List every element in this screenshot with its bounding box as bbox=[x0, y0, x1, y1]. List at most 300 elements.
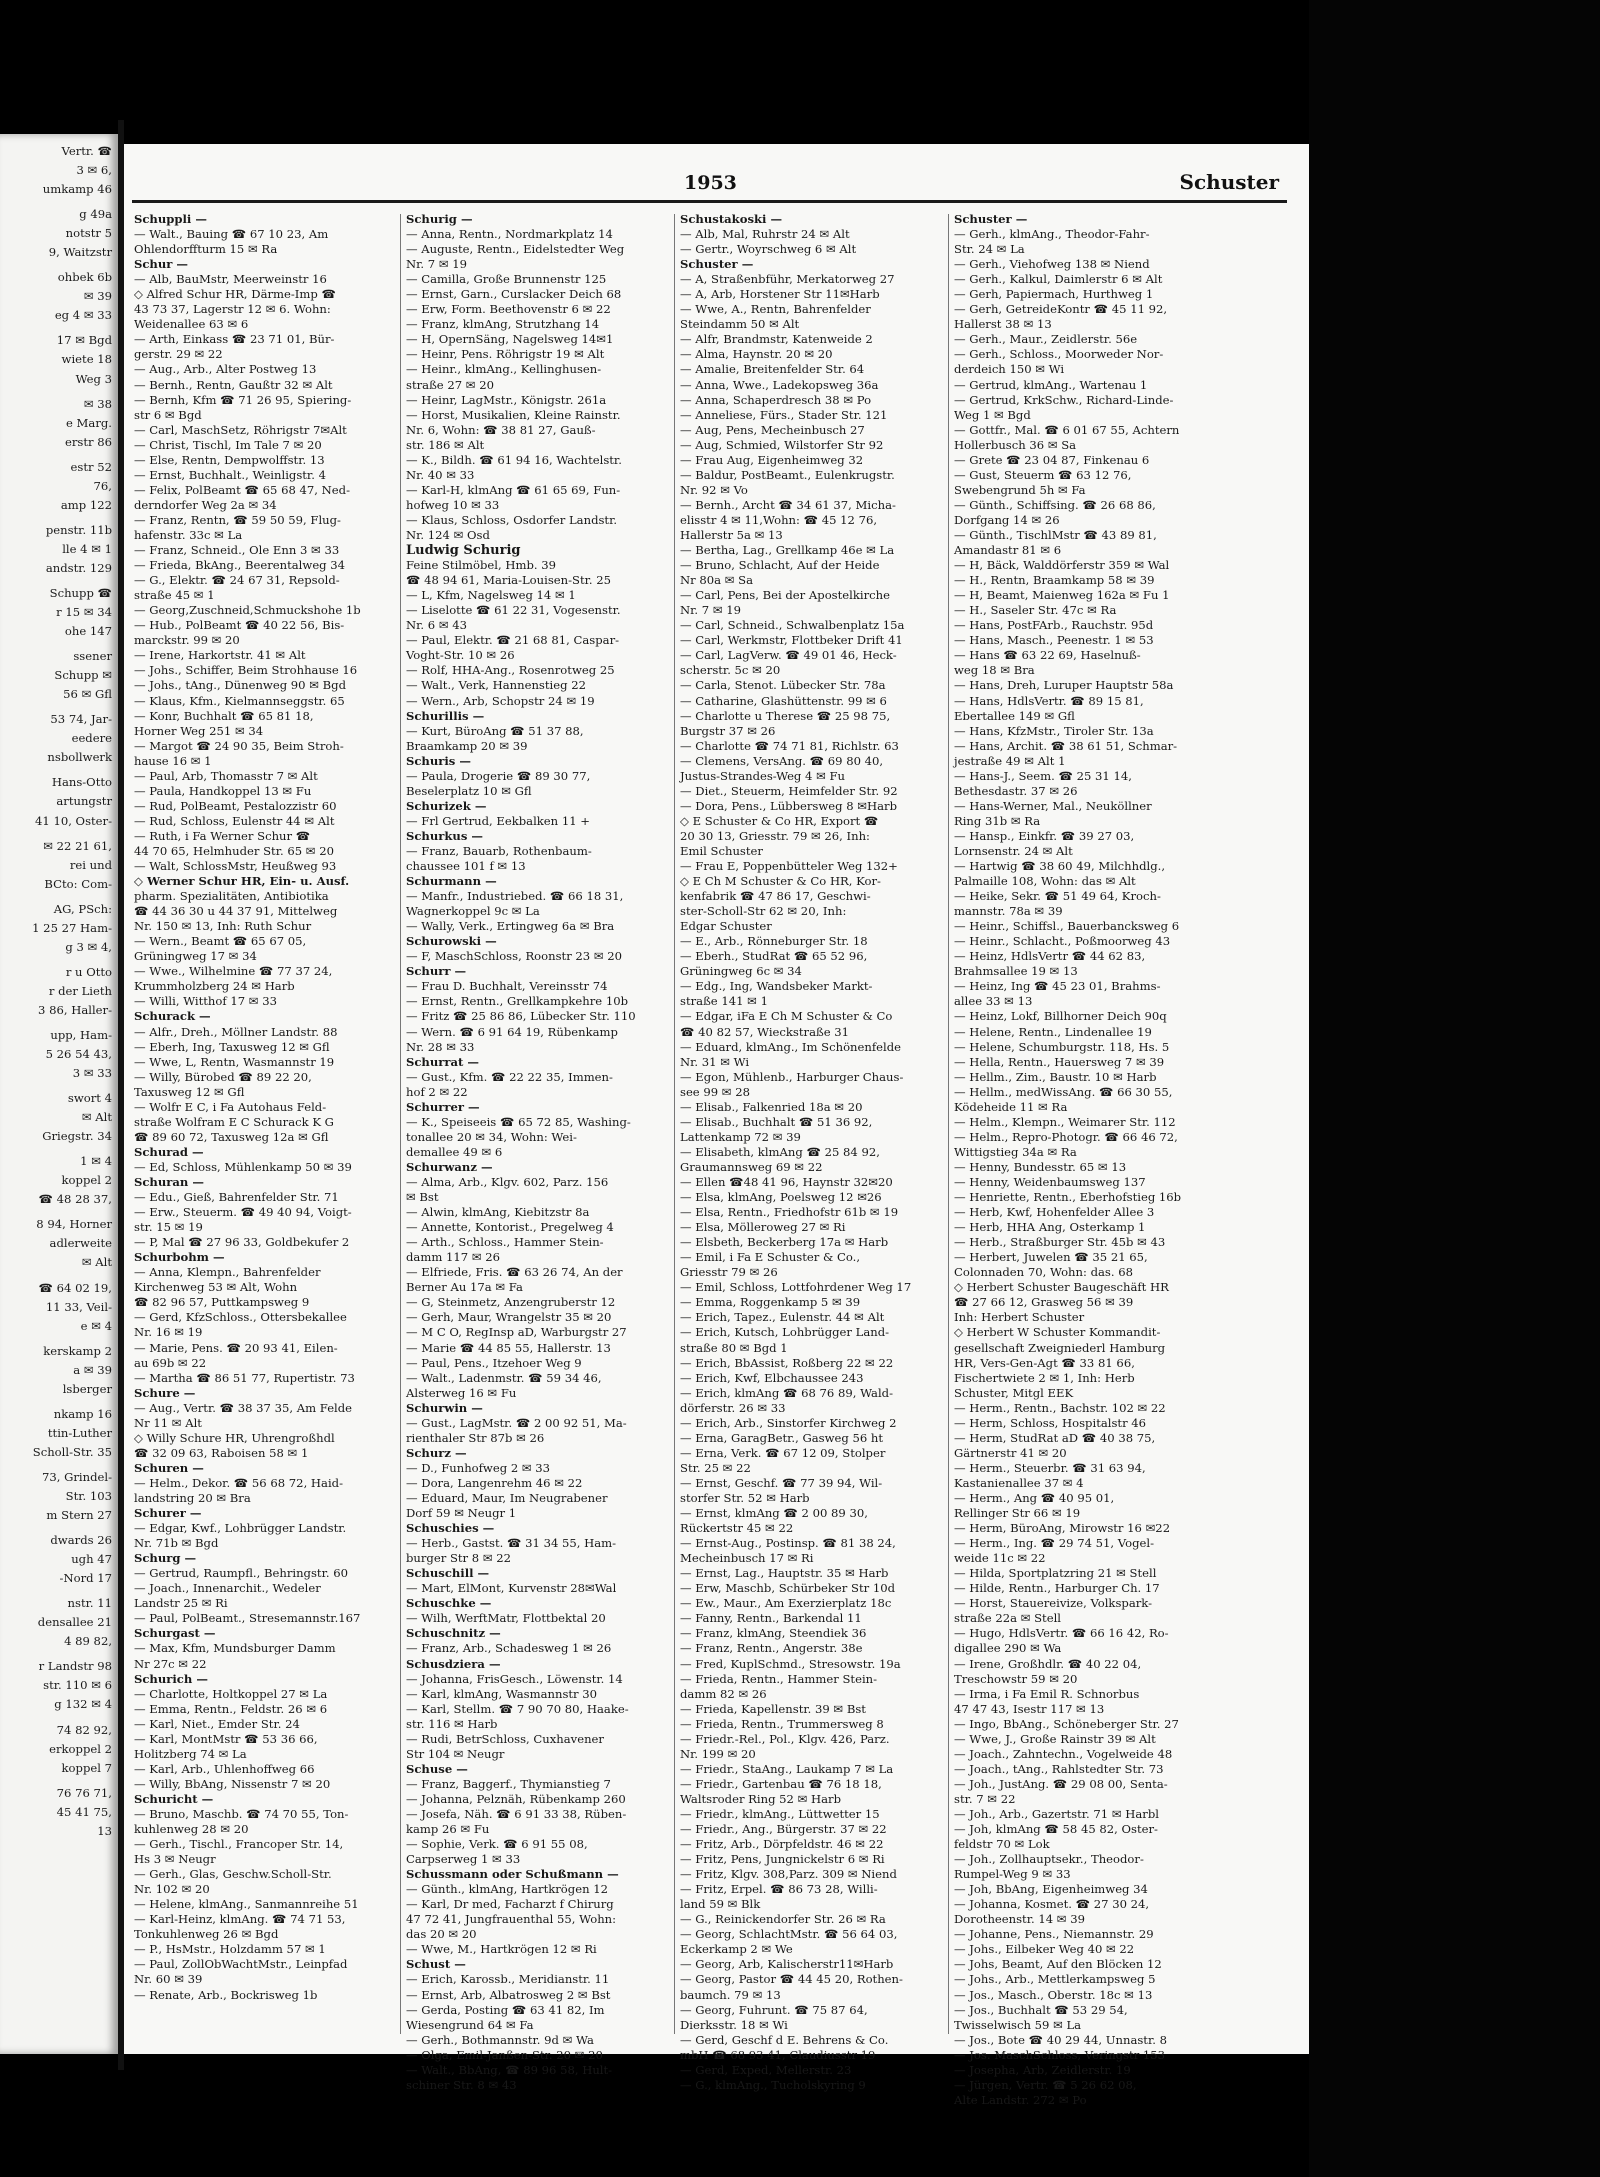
directory-entry: — Klaus, Kfm., Kielmannseggstr. 65 bbox=[134, 693, 345, 708]
directory-entry: — Bernh., Rentn, Gaußtr 32 ✉ Alt bbox=[134, 377, 333, 392]
directory-entry: — Aug., Vertr. ☎ 38 37 35, Am Felde bbox=[134, 1400, 353, 1415]
directory-entry: gerstr. 29 ✉ 22 bbox=[134, 347, 223, 362]
directory-entry: straße Wolfram E C Schurack K G bbox=[134, 1114, 334, 1129]
directory-entry: — Frl Gertrud, Eekbalken 11 + bbox=[406, 813, 590, 828]
left-page-fragment: ✉ 38 bbox=[83, 396, 112, 411]
left-page-fragment: a ✉ 39 bbox=[73, 1362, 112, 1377]
directory-entry: — Friedr., klmAng., Lüttwetter 15 bbox=[680, 1806, 880, 1821]
directory-entry: — Franz, Rentn, ☎ 59 50 59, Flug- bbox=[134, 512, 341, 527]
directory-entry: — Heinz, Lokf, Billhorner Deich 90q bbox=[954, 1009, 1167, 1024]
directory-entry: — Gertrud, KrkSchw., Richard-Linde- bbox=[954, 392, 1174, 407]
header-rule bbox=[132, 200, 1287, 203]
directory-entry: Tonkuhlenweg 26 ✉ Bgd bbox=[134, 1927, 279, 1942]
directory-entry: feldstr 70 ✉ Lok bbox=[954, 1837, 1050, 1852]
directory-entry: — Johs, Beamt, Auf den Blöcken 12 bbox=[954, 1957, 1162, 1972]
directory-entry: — Heinz, Ing ☎ 45 23 01, Brahms- bbox=[954, 979, 1161, 994]
directory-entry: Eckerkamp 2 ✉ We bbox=[680, 1942, 793, 1957]
left-page-fragment: 11 33, Veil- bbox=[45, 1299, 112, 1314]
directory-entry: — Margot ☎ 24 90 35, Beim Stroh- bbox=[134, 738, 344, 753]
directory-entry: — Frieda, Rentn., Trummersweg 8 bbox=[680, 1716, 884, 1731]
directory-entry: — Dora, Langenrehm 46 ✉ 22 bbox=[406, 1475, 583, 1490]
directory-entry: — Gerd, Geschf d E. Behrens & Co. bbox=[680, 2032, 889, 2047]
left-page-fragment: r u Otto bbox=[65, 964, 112, 979]
directory-entry: Nr. 150 ✉ 13, Inh: Ruth Schur bbox=[134, 919, 312, 934]
left-page-fragment: e ✉ 4 bbox=[80, 1318, 112, 1333]
directory-entry: — Gerh., Schloss., Moorweder Nor- bbox=[954, 347, 1164, 362]
surname-heading: Schur — bbox=[134, 257, 189, 272]
directory-entry: — Heinr, LagMstr., Königstr. 261a bbox=[406, 392, 607, 407]
directory-entry: — Josefa, Näh. ☎ 6 91 33 38, Rüben- bbox=[406, 1806, 627, 1821]
surname-heading: Schurr — bbox=[406, 964, 467, 979]
directory-entry: — Friedr., Ang., Bürgerstr. 37 ✉ 22 bbox=[680, 1822, 887, 1837]
left-page-fragment: rei und bbox=[69, 857, 112, 872]
directory-entry: — Irene, Großhdlr. ☎ 40 22 04, bbox=[954, 1656, 1142, 1671]
directory-entry: — Georg,Zuschneid,Schmuckshohe 1b bbox=[134, 603, 361, 618]
directory-entry: — Edgar, Kwf., Lohbrügger Landstr. bbox=[134, 1521, 347, 1536]
surname-heading: Schurrat — bbox=[406, 1054, 480, 1069]
directory-entry: Str. 25 ✉ 22 bbox=[680, 1460, 751, 1475]
directory-entry: — Edg., Ing, Wandsbeker Markt- bbox=[680, 979, 873, 994]
directory-entry: hause 16 ✉ 1 bbox=[134, 753, 212, 768]
directory-entry: — H, Beamt, Maienweg 162a ✉ Fu 1 bbox=[954, 588, 1170, 603]
directory-entry: — Ruth, i Fa Werner Schur ☎ bbox=[134, 828, 311, 843]
directory-entry: — Bruno, Maschb. ☎ 74 70 55, Ton- bbox=[134, 1806, 349, 1821]
directory-entry: — Charlotte, Holtkoppel 27 ✉ La bbox=[134, 1686, 328, 1701]
directory-entry: ◇ E Schuster & Co HR, Export ☎ bbox=[680, 813, 879, 828]
directory-entry: — Hans-Werner, Mal., Neuköllner bbox=[954, 798, 1152, 813]
directory-entry: — Frau D. Buchhalt, Vereinsstr 74 bbox=[406, 979, 608, 994]
directory-entry: ✉ Bst bbox=[406, 1190, 439, 1205]
directory-entry: — Wwe, J., Große Rainstr 39 ✉ Alt bbox=[954, 1731, 1156, 1746]
directory-entry: — Friedr., Gartenbau ☎ 76 18 18, bbox=[680, 1776, 882, 1791]
directory-entry: das 20 ✉ 20 bbox=[406, 1927, 477, 1942]
directory-entry: — Bertha, Lag., Grellkamp 46e ✉ La bbox=[680, 543, 895, 558]
left-page-fragment: swort 4 bbox=[67, 1091, 112, 1106]
directory-entry: — Elsa, Rentn., Friedhofstr 61b ✉ 19 bbox=[680, 1205, 899, 1220]
directory-entry: — A, Straßenbführ, Merkatorweg 27 bbox=[680, 272, 895, 287]
directory-entry: — Rolf, HHA-Ang., Rosenrotweg 25 bbox=[406, 663, 615, 678]
directory-entry: — Emil, i Fa E Schuster & Co., bbox=[680, 1250, 861, 1265]
directory-entry: Landstr 25 ✉ Ri bbox=[134, 1596, 228, 1611]
left-page-fragment: 76, bbox=[93, 478, 112, 493]
directory-entry: Str 104 ✉ Neugr bbox=[406, 1746, 505, 1761]
left-page-fragment: AG, PSch: bbox=[53, 901, 112, 916]
directory-entry: — Elisabeth, klmAng ☎ 25 84 92, bbox=[680, 1144, 880, 1159]
directory-entry: — Paul, ZollObWachtMstr., Leinpfad bbox=[134, 1957, 348, 1972]
surname-heading: Schure — bbox=[134, 1385, 196, 1400]
directory-entry: str. 186 ✉ Alt bbox=[406, 437, 485, 452]
directory-entry: — Paula, Handkoppel 13 ✉ Fu bbox=[134, 783, 312, 798]
directory-entry: — Gertrud, Raumpfl., Behringstr. 60 bbox=[134, 1566, 348, 1581]
left-page-fragment: upp, Ham- bbox=[50, 1027, 112, 1042]
directory-entry: derdeich 150 ✉ Wi bbox=[954, 362, 1065, 377]
column-3 bbox=[680, 212, 948, 2092]
directory-entry: — Amalie, Breitenfelder Str. 64 bbox=[680, 362, 865, 377]
directory-entry: Nr 80a ✉ Sa bbox=[680, 573, 753, 588]
directory-entry: weide 11c ✉ 22 bbox=[954, 1551, 1046, 1566]
surname-heading: Schust — bbox=[406, 1957, 466, 1972]
directory-entry: Twisselwisch 59 ✉ La bbox=[954, 2017, 1082, 2032]
directory-entry: str. 15 ✉ 19 bbox=[134, 1220, 203, 1235]
directory-entry: — Karl-Heinz, klmAng. ☎ 74 71 53, bbox=[134, 1912, 346, 1927]
directory-entry: — Erw., Steuerm. ☎ 49 40 94, Voigt- bbox=[134, 1205, 352, 1220]
directory-entry: jestraße 49 ✉ Alt 1 bbox=[954, 753, 1066, 768]
left-page-fragment: 74 82 92, bbox=[56, 1722, 112, 1737]
directory-entry: Ohlendorffturm 15 ✉ Ra bbox=[134, 242, 278, 257]
directory-entry: — Elfriede, Fris. ☎ 63 26 74, An der bbox=[406, 1265, 623, 1280]
left-page-fragment: 3 ✉ 6, bbox=[76, 163, 112, 178]
left-page-fragment: lle 4 ✉ 1 bbox=[62, 541, 112, 556]
directory-entry: ◇ Herbert W Schuster Kommandit- bbox=[954, 1325, 1161, 1340]
directory-entry: — Erich, Arb., Sinstorfer Kirchweg 2 bbox=[680, 1415, 897, 1430]
directory-entry: — Paul, Elektr. ☎ 21 68 81, Caspar- bbox=[406, 633, 620, 648]
directory-entry: — Hans-J., Seem. ☎ 25 31 14, bbox=[954, 768, 1132, 783]
directory-entry: HR, Vers-Gen-Agt ☎ 33 81 66, bbox=[954, 1355, 1135, 1370]
directory-entry: — P., HsMstr., Holzdamm 57 ✉ 1 bbox=[134, 1942, 326, 1957]
directory-entry: — Hans, Masch., Peenestr. 1 ✉ 53 bbox=[954, 633, 1154, 648]
directory-entry: — Friedr., StaAng., Laukamp 7 ✉ La bbox=[680, 1761, 894, 1776]
directory-entry: — Gerh, GetreideKontr ☎ 45 11 92, bbox=[954, 302, 1168, 317]
directory-entry: digallee 290 ✉ Wa bbox=[954, 1641, 1062, 1656]
directory-entry: — Georg, Fuhrunt. ☎ 75 87 64, bbox=[680, 2002, 868, 2017]
directory-entry: ☎ 27 66 12, Grasweg 56 ✉ 39 bbox=[954, 1295, 1134, 1310]
directory-entry: — Erich, BbAssist, Roßberg 22 ✉ 22 bbox=[680, 1355, 894, 1370]
directory-entry: — F, MaschSchloss, Roonstr 23 ✉ 20 bbox=[406, 949, 623, 964]
surname-heading: Schurg — bbox=[134, 1551, 197, 1566]
directory-entry: — Günth., klmAng, Hartkrögen 12 bbox=[406, 1882, 608, 1897]
directory-entry: — Helene, Rentn., Lindenallee 19 bbox=[954, 1024, 1152, 1039]
directory-entry: see 99 ✉ 28 bbox=[680, 1084, 750, 1099]
directory-entry: — Heike, Sekr. ☎ 51 49 64, Kroch- bbox=[954, 889, 1161, 904]
directory-entry: — Emma, Rentn., Feldstr. 26 ✉ 6 bbox=[134, 1701, 328, 1716]
left-page-fragment: 45 41 75, bbox=[56, 1804, 112, 1819]
directory-entry: — Ernst, klmAng ☎ 2 00 89 30, bbox=[680, 1506, 868, 1521]
directory-entry: — Horst, Musikalien, Kleine Rainstr. bbox=[406, 407, 621, 422]
directory-entry: — Erna, Verk. ☎ 67 12 09, Stolper bbox=[680, 1445, 886, 1460]
directory-entry: — Carl, MaschSetz, Röhrigstr 7✉Alt bbox=[134, 422, 347, 437]
directory-entry: — Friedr.-Rel., Pol., Klgv. 426, Parz. bbox=[680, 1731, 890, 1746]
surname-heading: Schuschill — bbox=[406, 1566, 490, 1581]
directory-entry: — Rudi, BetrSchloss, Cuxhavener bbox=[406, 1731, 604, 1746]
directory-entry: kenfabrik ☎ 47 86 17, Geschwi- bbox=[680, 889, 871, 904]
directory-entry: — Franz, Baggerf., Thymianstieg 7 bbox=[406, 1776, 611, 1791]
directory-entry: derndorfer Weg 2a ✉ 34 bbox=[134, 497, 277, 512]
directory-entry: — Fritz ☎ 25 86 86, Lübecker Str. 110 bbox=[406, 1009, 636, 1024]
directory-entry: — Ernst, Geschf. ☎ 77 39 94, Wil- bbox=[680, 1475, 883, 1490]
left-page-fragment: ugh 47 bbox=[71, 1552, 112, 1567]
directory-entry: kuhlenweg 28 ✉ 20 bbox=[134, 1822, 249, 1837]
directory-entry: — Carl, Pens, Bei der Apostelkirche bbox=[680, 588, 890, 603]
directory-entry: — Herm., Steuerbr. ☎ 31 63 94, bbox=[954, 1460, 1146, 1475]
directory-entry: — Henriette, Rentn., Eberhofstieg 16b bbox=[954, 1190, 1182, 1205]
surname-heading: Schurack — bbox=[134, 1009, 211, 1024]
directory-entry: — Johs., Schiffer, Beim Strohhause 16 bbox=[134, 663, 358, 678]
directory-entry: — Aug, Pens, Mecheinbusch 27 bbox=[680, 422, 865, 437]
directory-entry: — Paula, Drogerie ☎ 89 30 77, bbox=[406, 768, 591, 783]
directory-entry: — Walt., Bauing ☎ 67 10 23, Am bbox=[134, 227, 329, 242]
directory-entry: — H., Saseler Str. 47c ✉ Ra bbox=[954, 603, 1117, 618]
directory-entry: — Walt, SchlossMstr, Heußweg 93 bbox=[134, 859, 337, 874]
left-page-fragment: 73, Grindel- bbox=[41, 1469, 112, 1484]
directory-entry: Bethesdastr. 37 ✉ 26 bbox=[954, 783, 1078, 798]
directory-entry: — Aug., Arb., Alter Postweg 13 bbox=[134, 362, 317, 377]
directory-entry: au 69b ✉ 22 bbox=[134, 1355, 207, 1370]
directory-entry: — Konr, Buchhalt ☎ 65 81 18, bbox=[134, 708, 314, 723]
directory-entry: — Arth., Schloss., Hammer Stein- bbox=[406, 1235, 604, 1250]
directory-entry: — M C O, RegInsp aD, Warburgstr 27 bbox=[406, 1325, 627, 1340]
directory-entry: Nr. 124 ✉ Osd bbox=[406, 527, 490, 542]
directory-entry: ◇ E Ch M Schuster & Co HR, Kor- bbox=[680, 874, 881, 889]
directory-entry: baumch. 79 ✉ 13 bbox=[680, 1987, 781, 2002]
directory-entry: — Joh, BbAng, Eigenheimweg 34 bbox=[954, 1882, 1148, 1897]
directory-entry: 43 73 37, Lagerstr 12 ✉ 6. Wohn: bbox=[134, 302, 331, 317]
directory-entry: — Ew., Maur., Am Exerzierplatz 18c bbox=[680, 1596, 892, 1611]
left-page-fragment: 5 26 54 43, bbox=[45, 1047, 112, 1062]
directory-entry: — Alb, BauMstr, Meerweinstr 16 bbox=[134, 272, 327, 287]
directory-entry: Nr. 7 ✉ 19 bbox=[680, 603, 741, 618]
left-page-fragment: e Marg. bbox=[66, 415, 112, 430]
directory-entry: — Paul, PolBeamt., Stresemannstr.167 bbox=[134, 1611, 361, 1626]
directory-entry: — Catharine, Glashüttenstr. 99 ✉ 6 bbox=[680, 693, 887, 708]
directory-entry: — Anna, Rentn., Nordmarkplatz 14 bbox=[406, 227, 613, 242]
left-page-fragment: dwards 26 bbox=[50, 1533, 112, 1548]
left-page-fragment: nsbollwerk bbox=[47, 750, 112, 765]
directory-entry: 44 70 65, Helmhuder Str. 65 ✉ 20 bbox=[134, 843, 334, 858]
directory-entry: Weidenallee 63 ✉ 6 bbox=[134, 317, 249, 332]
directory-page bbox=[124, 144, 1309, 2107]
directory-entry: — Carl, LagVerw. ☎ 49 01 46, Heck- bbox=[680, 648, 897, 663]
directory-entry: — Erich, klmAng ☎ 68 76 89, Wald- bbox=[680, 1385, 893, 1400]
directory-entry: Waltsroder Ring 52 ✉ Harb bbox=[680, 1791, 842, 1806]
directory-entry: — Erich, Kwf, Elbchaussee 243 bbox=[680, 1370, 864, 1385]
left-page-fragment: r der Lieth bbox=[48, 983, 112, 998]
directory-entry: — Johs., Eilbeker Weg 40 ✉ 22 bbox=[954, 1942, 1135, 1957]
directory-entry: — Frau E, Poppenbütteler Weg 132+ bbox=[680, 859, 898, 874]
column-divider bbox=[674, 214, 675, 2034]
left-page-fragment: 13 bbox=[97, 1823, 112, 1838]
directory-entry: — Walt., Verk, Hannenstieg 22 bbox=[406, 678, 586, 693]
directory-entry: Hallerst 38 ✉ 13 bbox=[954, 317, 1052, 332]
directory-entry: Str. 24 ✉ La bbox=[954, 242, 1025, 257]
directory-entry: — G, Steinmetz, Anzengruberstr 12 bbox=[406, 1295, 616, 1310]
directory-entry: — Elsa, Mölleroweg 27 ✉ Ri bbox=[680, 1220, 846, 1235]
directory-entry: — Josepha, Arb, Zeidlerstr. 19 bbox=[954, 2062, 1131, 2077]
directory-entry: damm 82 ✉ 26 bbox=[680, 1686, 767, 1701]
directory-entry: chaussee 101 f ✉ 13 bbox=[406, 859, 526, 874]
directory-entry: burger Str 8 ✉ 22 bbox=[406, 1551, 511, 1566]
directory-entry: — Anna, Schaperdresch 38 ✉ Po bbox=[680, 392, 872, 407]
column-1 bbox=[134, 212, 402, 2042]
directory-entry: scherstr. 5c ✉ 20 bbox=[680, 663, 781, 678]
directory-entry: Weg 1 ✉ Bgd bbox=[954, 407, 1031, 422]
directory-entry: Gärtnerstr 41 ✉ 20 bbox=[954, 1445, 1067, 1460]
surname-heading: Schuren — bbox=[134, 1460, 204, 1475]
directory-entry: — Wwe, A., Rentn, Bahrenfelder bbox=[680, 302, 871, 317]
directory-entry: Nr. 199 ✉ 20 bbox=[680, 1746, 756, 1761]
left-page-fragment: ✉ Alt bbox=[81, 1110, 112, 1125]
directory-entry: Inh: Herbert Schuster bbox=[954, 1310, 1085, 1325]
left-page-fragment: ohe 147 bbox=[64, 624, 112, 639]
directory-entry: — Annette, Kontorist., Pregelweg 4 bbox=[406, 1220, 614, 1235]
directory-entry: Carpserweg 1 ✉ 33 bbox=[406, 1852, 521, 1867]
directory-entry: Amandastr 81 ✉ 6 bbox=[954, 543, 1062, 558]
directory-entry: — Arth, Einkass ☎ 23 71 01, Bür- bbox=[134, 332, 335, 347]
surname-heading: Schussmann oder Schußmann — bbox=[406, 1867, 619, 1882]
directory-entry: — Joh., Zollhauptsekr., Theodor- bbox=[954, 1852, 1144, 1867]
directory-entry: — Herm, BüroAng, Mirowstr 16 ✉22 bbox=[954, 1521, 1171, 1536]
directory-entry: — Georg, SchlachtMstr. ☎ 56 64 03, bbox=[680, 1927, 898, 1942]
directory-entry: — Frieda, Rentn., Hammer Stein- bbox=[680, 1671, 878, 1686]
directory-entry: — Martha ☎ 86 51 77, Rupertistr. 73 bbox=[134, 1370, 355, 1385]
directory-entry: — Helm., Dekor. ☎ 56 68 72, Haid- bbox=[134, 1475, 344, 1490]
directory-entry: — Willy, BbAng, Nissenstr 7 ✉ 20 bbox=[134, 1776, 331, 1791]
directory-entry: str 6 ✉ Bgd bbox=[134, 407, 202, 422]
directory-entry: — Hellm., Zim., Baustr. 10 ✉ Harb bbox=[954, 1069, 1157, 1084]
directory-entry: Feine Stilmöbel, Hmb. 39 bbox=[406, 558, 556, 573]
directory-entry: — G., klmAng., Tucholskyring 9 bbox=[680, 2077, 866, 2092]
directory-entry: Berner Au 17a ✉ Fa bbox=[406, 1280, 523, 1295]
directory-entry: — Franz, Schneid., Ole Enn 3 ✉ 33 bbox=[134, 543, 340, 558]
directory-entry: — K., Speiseeis ☎ 65 72 85, Washing- bbox=[406, 1114, 631, 1129]
surname-heading: Schurillis — bbox=[406, 708, 485, 723]
directory-entry: — Clemens, VersAng. ☎ 69 80 40, bbox=[680, 753, 884, 768]
directory-entry: — G., Elektr. ☎ 24 67 31, Repsold- bbox=[134, 573, 340, 588]
directory-entry: land 59 ✉ Blk bbox=[680, 1897, 761, 1912]
directory-entry: — Rud, PolBeamt, Pestalozzistr 60 bbox=[134, 798, 337, 813]
directory-entry: — Alwin, klmAng, Kiebitzstr 8a bbox=[406, 1205, 590, 1220]
directory-entry: — Marie ☎ 44 85 55, Hallerstr. 13 bbox=[406, 1340, 611, 1355]
directory-entry: — Alfr, Brandmstr, Katenweide 2 bbox=[680, 332, 873, 347]
left-page-fragment: Str. 103 bbox=[65, 1489, 112, 1503]
column-divider bbox=[948, 214, 949, 2034]
left-page-fragment: nstr. 11 bbox=[67, 1596, 112, 1611]
left-page-fragment: ☎ 64 02 19, bbox=[38, 1280, 112, 1295]
directory-entry: — Bernh., Archt ☎ 34 61 37, Micha- bbox=[680, 497, 896, 512]
directory-entry: — Heinr., Schlacht., Poßmoorweg 43 bbox=[954, 934, 1171, 949]
directory-entry: — Irene, Harkortstr. 41 ✉ Alt bbox=[134, 648, 306, 663]
left-page-fragment: artungstr bbox=[56, 794, 112, 809]
left-page-fragment: kerskamp 2 bbox=[43, 1343, 112, 1358]
directory-entry: — Johanne, Pens., Niemannstr. 29 bbox=[954, 1927, 1154, 1942]
directory-entry: — Wwe, M., Hartkrögen 12 ✉ Ri bbox=[406, 1942, 597, 1957]
directory-entry: — Ernst, Lag., Hauptstr. 35 ✉ Harb bbox=[680, 1566, 889, 1581]
directory-entry: — Ernst-Aug., Postinsp. ☎ 81 38 24, bbox=[680, 1536, 896, 1551]
directory-entry: — Baldur, PostBeamt., Eulenkrugstr. bbox=[680, 467, 895, 482]
directory-entry: — Mart, ElMont, Kurvenstr 28✉Wal bbox=[406, 1581, 617, 1596]
directory-entry: Hs 3 ✉ Neugr bbox=[134, 1852, 216, 1867]
left-page-fragment: m Stern 27 bbox=[46, 1508, 112, 1523]
directory-entry: — Elisab., Buchhalt ☎ 51 36 92, bbox=[680, 1114, 873, 1129]
directory-entry: — Alma, Arb., Klgv. 602, Parz. 156 bbox=[406, 1175, 609, 1189]
directory-entry: — Heinz, HdlsVertr ☎ 44 62 83, bbox=[954, 949, 1146, 964]
directory-entry: straße 22a ✉ Stell bbox=[954, 1611, 1061, 1626]
directory-entry: Nr 27c ✉ 22 bbox=[134, 1656, 207, 1671]
directory-entry: Nr. 60 ✉ 39 bbox=[134, 1972, 203, 1987]
left-page-fragment: g 49a bbox=[79, 207, 112, 222]
surname-heading: Schuran — bbox=[134, 1175, 204, 1189]
directory-entry: — Willi, Witthof 17 ✉ 33 bbox=[134, 994, 277, 1009]
directory-entry: — Elsa, klmAng, Poelsweg 12 ✉26 bbox=[680, 1190, 882, 1205]
left-page-fragment: 76 76 71, bbox=[56, 1785, 112, 1800]
directory-entry: ☎ 48 94 61, Maria-Louisen-Str. 25 bbox=[406, 573, 612, 588]
directory-entry: — Grete ☎ 23 04 87, Finkenau 6 bbox=[954, 452, 1150, 467]
directory-entry: — Georg, Arb, Kalischerstr11✉Harb bbox=[680, 1957, 894, 1972]
left-page-fragment: penstr. 11b bbox=[45, 522, 112, 537]
left-page-fragment: g 132 ✉ 4 bbox=[54, 1697, 112, 1712]
surname-heading: Schuschies — bbox=[406, 1521, 495, 1536]
directory-entry: — Gerh., Bothmannstr. 9d ✉ Wa bbox=[406, 2032, 594, 2047]
directory-entry: — Hugo, HdlsVertr. ☎ 66 16 42, Ro- bbox=[954, 1626, 1169, 1641]
directory-entry: Rückertstr 45 ✉ 22 bbox=[680, 1521, 794, 1536]
left-page-fragment: andstr. 129 bbox=[45, 560, 112, 575]
directory-entry: hofweg 10 ✉ 33 bbox=[406, 497, 500, 512]
directory-entry: dörferstr. 26 ✉ 33 bbox=[680, 1400, 786, 1415]
directory-entry: landstring 20 ✉ Bra bbox=[134, 1490, 251, 1505]
left-page-fragment: Griegstr. 34 bbox=[42, 1129, 112, 1144]
left-page-fragment: lsberger bbox=[62, 1381, 112, 1396]
directory-entry: — Hans, HdlsVertr. ☎ 89 15 81, bbox=[954, 693, 1144, 708]
directory-entry: hafenstr. 33c ✉ La bbox=[134, 527, 243, 542]
directory-entry: Dorf 59 ✉ Neugr 1 bbox=[406, 1506, 517, 1521]
directory-entry: — Camilla, Große Brunnenstr 125 bbox=[406, 272, 607, 287]
directory-entry: mannstr. 78a ✉ 39 bbox=[954, 904, 1063, 919]
directory-entry: — Alma, Haynstr. 20 ✉ 20 bbox=[680, 347, 833, 362]
surname-heading: Schuris — bbox=[406, 753, 471, 768]
directory-entry: — Carl, Schneid., Schwalbenplatz 15a bbox=[680, 618, 905, 633]
column-divider bbox=[400, 214, 401, 2034]
surname-heading: Schuppli — bbox=[134, 212, 207, 226]
directory-entry: — Willy, Bürobed ☎ 89 22 20, bbox=[134, 1069, 312, 1084]
directory-entry: — K., Bildh. ☎ 61 94 16, Wachtelstr. bbox=[406, 452, 622, 467]
directory-entry: schiner Str. 8 ✉ 43 bbox=[406, 2077, 517, 2092]
directory-entry: Fischertwiete 2 ✉ 1, Inh: Herb bbox=[954, 1370, 1135, 1385]
left-page-fragment: amp 122 bbox=[60, 497, 112, 512]
directory-entry: — Auguste, Rentn., Eidelstedter Weg bbox=[406, 242, 625, 257]
directory-entry: — Hub., PolBeamt ☎ 40 22 56, Bis- bbox=[134, 618, 345, 633]
directory-entry: Krummholzberg 24 ✉ Harb bbox=[134, 979, 295, 994]
left-page-fragment: Vertr. ☎ bbox=[61, 144, 112, 158]
directory-entry: — Gerh., Maur., Zeidlerstr. 56e bbox=[954, 332, 1138, 347]
directory-entry: — Ed, Schloss, Mühlenkamp 50 ✉ 39 bbox=[134, 1159, 352, 1174]
directory-entry: — Wwe., Wilhelmine ☎ 77 37 24, bbox=[134, 964, 333, 979]
directory-entry: Schuster, Mitgl EEK bbox=[954, 1385, 1074, 1400]
directory-entry: — Hartwig ☎ 38 60 49, Milchhdlg., bbox=[954, 859, 1166, 874]
left-page-fragment: nkamp 16 bbox=[53, 1406, 112, 1421]
directory-entry: — Karl-H, klmAng ☎ 61 65 69, Fun- bbox=[406, 482, 621, 497]
left-page-fragment: koppel 7 bbox=[61, 1760, 112, 1775]
directory-entry: — Anneliese, Fürs., Stader Str. 121 bbox=[680, 407, 888, 422]
directory-entry: Nr. 92 ✉ Vo bbox=[680, 482, 748, 497]
surname-heading: Schurad — bbox=[134, 1144, 204, 1159]
directory-entry: — Fritz, Klgv. 308,Parz. 309 ✉ Niend bbox=[680, 1867, 897, 1882]
left-page-fragment: koppel 2 bbox=[61, 1173, 112, 1188]
left-page-fragment: erstr 86 bbox=[65, 434, 112, 449]
directory-entry: Hallerstr 5a ✉ 13 bbox=[680, 527, 783, 542]
directory-entry: — Franz, Rentn., Angerstr. 38e bbox=[680, 1641, 863, 1656]
directory-entry: — Hans, PostFArb., Rauchstr. 95d bbox=[954, 618, 1154, 633]
directory-entry: — Alfr., Dreh., Möllner Landstr. 88 bbox=[134, 1024, 338, 1039]
directory-entry: — Frieda, Kapellenstr. 39 ✉ Bst bbox=[680, 1701, 866, 1716]
directory-entry: — Erich, Tapez., Eulenstr. 44 ✉ Alt bbox=[680, 1310, 885, 1325]
directory-entry: — Charlotte u Therese ☎ 25 98 75, bbox=[680, 708, 891, 723]
directory-entry: Dorfgang 14 ✉ 26 bbox=[954, 512, 1060, 527]
directory-entry: — Helm., Repro-Photogr. ☎ 66 46 72, bbox=[954, 1129, 1178, 1144]
directory-entry: ster-Scholl-Str 62 ✉ 20, Inh: bbox=[680, 904, 847, 919]
surname-heading: Schurkus — bbox=[406, 828, 484, 843]
directory-entry: straße 141 ✉ 1 bbox=[680, 994, 768, 1009]
directory-entry: Nr. 16 ✉ 19 bbox=[134, 1325, 203, 1340]
scan-background bbox=[1309, 0, 1600, 2177]
